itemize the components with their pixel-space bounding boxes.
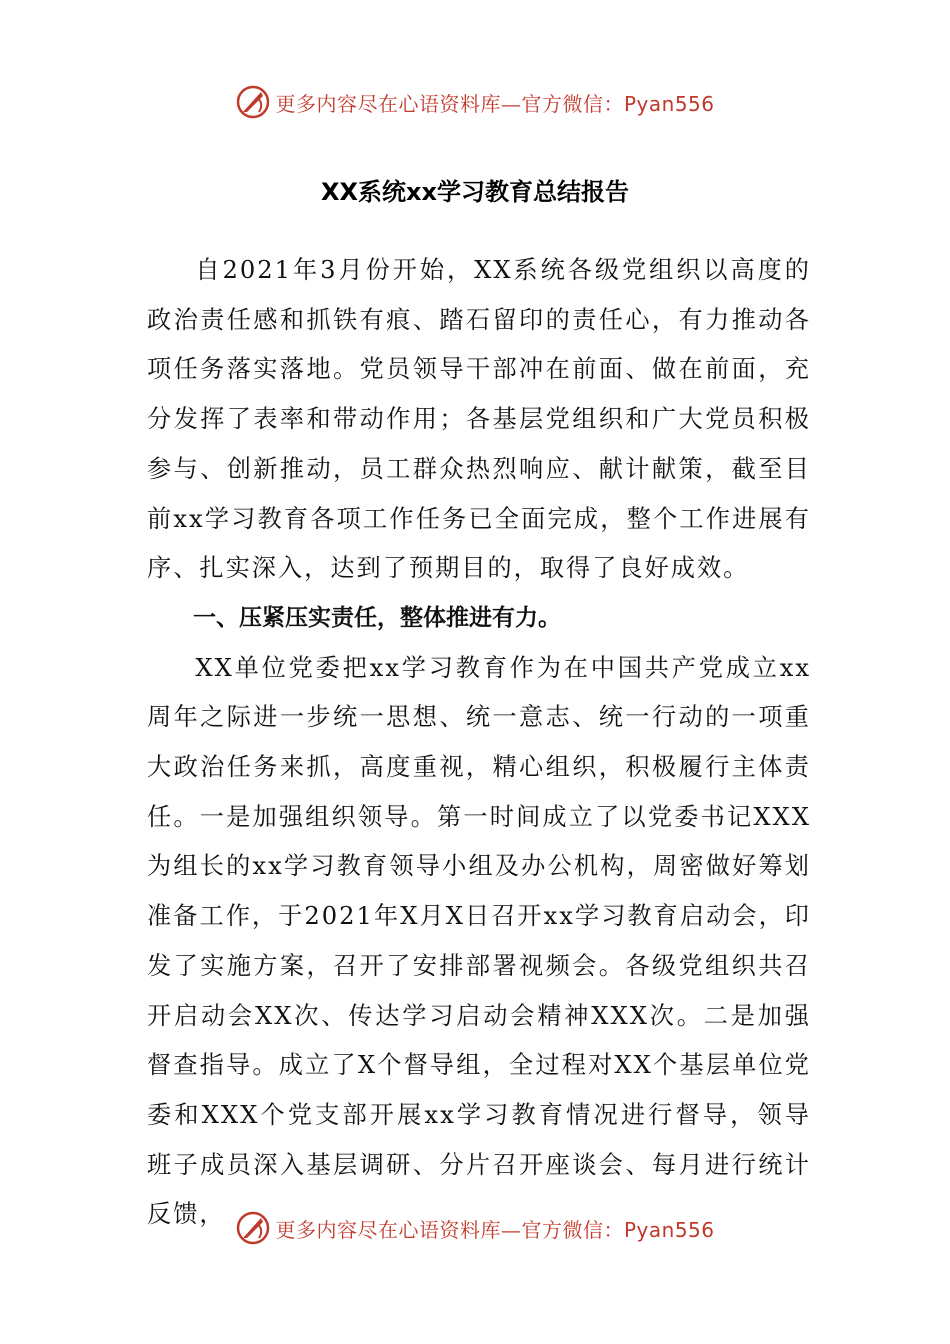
footer-banner: [0, 1208, 950, 1248]
wechat-id: Pyan556: [623, 91, 715, 116]
wechat-id: Pyan556: [623, 1217, 715, 1242]
banner-text: 更多内容尽在心语资料库—官方微信：Pyan556: [275, 1217, 715, 1242]
section-heading-1: 一、压紧压实责任，整体推进有力。: [193, 604, 561, 631]
paragraph-section-1: XX单位党委把xx学习教育作为在中国共产党成立xx周年之际进一步统一思想、统一意志、统一行动的一项重大政治任务来抓，高度重视，精心组织，积极履行主体责任。一是加强组织领导。第一时间成立了以党委书记XXX为组长的xx学习教育领导小组及办公机构，周密做好筹划准备工作，于2021年X月X日召开xx学习教育启动会，印发了实施方案，召开了安排部署视频会。各级党组织共召开启动会XX次、传达学习启动会精神XXX次。二是加强督查指导。成立了X个督导组，全过程对XX个基层单位党委和XXX个党支部开展xx学习教育情况进行督导，领导班子成员深入基层调研、分片召开座谈会、每月进行统计反馈，: [147, 653, 811, 1229]
banner-text: 更多内容尽在心语资料库—官方微信：Pyan556: [275, 91, 715, 116]
document-title: XX系统xx学习教育总结报告: [321, 178, 629, 206]
quill-logo-icon: [235, 1210, 271, 1246]
header-banner: [0, 82, 950, 122]
document-body: [147, 246, 811, 1240]
quill-logo-icon: [235, 84, 271, 120]
paragraph-intro: 自2021年3月份开始，XX系统各级党组织以高度的政治责任感和抓铁有痕、踏石留印的责任心，有力推动各项任务落实落地。党员领导干部冲在前面、做在前面，充分发挥了表率和带动作用；各基层党组织和广大党员积极参与、创新推动，员工群众热烈响应、献计献策，截至目前xx学习教育各项工作任务已全面完成，整个工作进展有序、扎实深入，达到了预期目的，取得了良好成效。: [147, 256, 811, 583]
